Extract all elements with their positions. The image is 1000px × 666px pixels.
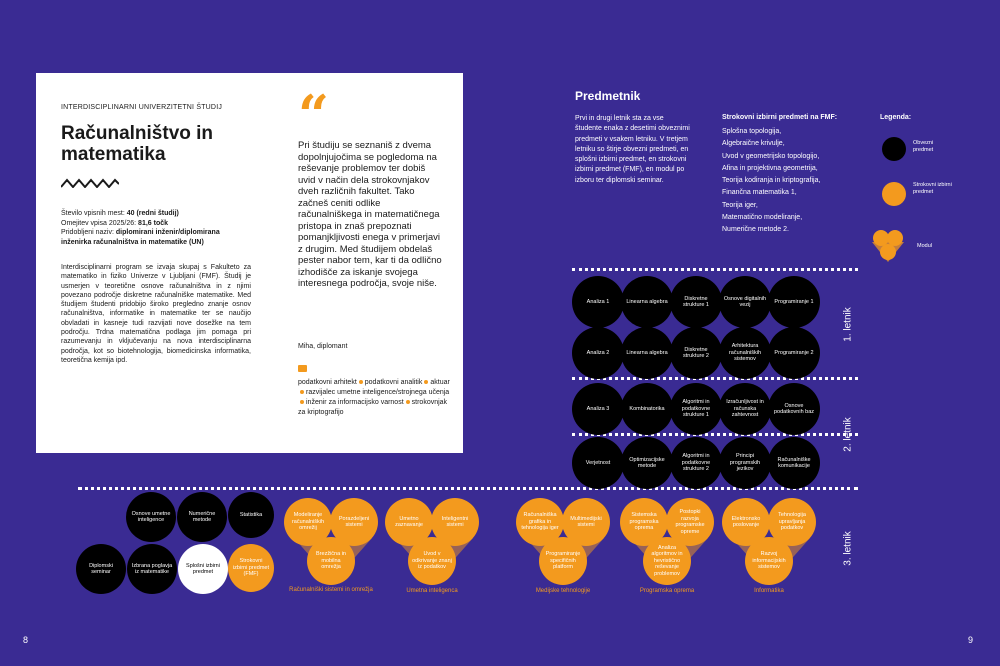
- course-circle: Računalniške komunikacije: [768, 437, 820, 489]
- legend-title: Legenda:: [880, 114, 912, 121]
- list-item: Finančna matematika 1,: [722, 189, 797, 197]
- course-circle: Algoritmi in podatkovne strukture 2: [670, 437, 722, 489]
- course-circle: Kombinatorika: [621, 383, 673, 435]
- module-title: Računalniški sistemi in omrežja: [289, 587, 373, 593]
- divider: [572, 433, 858, 436]
- course-circle: Numerične metode: [177, 492, 227, 542]
- zigzag-icon: [61, 178, 119, 188]
- course-circle: Analiza 1: [572, 276, 624, 328]
- module-course: Tehnologija upravljanja podatkov: [768, 498, 816, 546]
- course-circle: Diplomski seminar: [76, 544, 126, 594]
- program-card: [36, 73, 463, 453]
- legend-elective-icon: [882, 182, 906, 206]
- module-course: Umetno zaznavanje: [385, 498, 433, 546]
- page-number-left: 8: [23, 635, 29, 645]
- year-2-label: 2. letnik: [842, 417, 854, 452]
- quote-author: Miha, diplomant: [298, 343, 348, 350]
- module-course: Sistemska programska oprema: [620, 498, 668, 546]
- year-1-label: 1. letnik: [842, 307, 854, 342]
- course-circle: Osnove digitalnih vezij: [719, 276, 771, 328]
- divider: [572, 377, 858, 380]
- module-course: Računalniška grafika in tehnologija iger: [516, 498, 564, 546]
- course-circle: Splošni izbirni predmet: [178, 544, 228, 594]
- quote-icon: “: [298, 83, 330, 147]
- module-course: Elektronsko poslovanje: [722, 498, 770, 546]
- course-circle: Programiranje 1: [768, 276, 820, 328]
- course-circle: Principi programskih jezikov: [719, 437, 771, 489]
- module-course: Inteligentni sistemi: [431, 498, 479, 546]
- course-circle: Arhitektura računalniških sistemov: [719, 327, 771, 379]
- list-item: Teorija kodiranja in kriptografija,: [722, 177, 821, 185]
- list-item: Teorija iger,: [722, 201, 758, 209]
- program-title: Računalništvo in matematika: [61, 123, 214, 165]
- course-circle: Analiza 2: [572, 327, 624, 379]
- list-item: Matematično modeliranje,: [722, 214, 803, 222]
- course-circle: Programiranje 2: [768, 327, 820, 379]
- list-item: Splošna topologija,: [722, 128, 782, 135]
- testimonial-quote: Pri študiju se seznaniš z dvema dopolnjujočima se pogledoma na reševanje problemov ter dobiš uvid v način dela strokovnjakov dveh različnih fakultet. Tako začneš ceniti odlike računalniškega in matematičnega pristopa in znaš prepoznati pomanjkljivosti enega v primerjavi z drugim. Med študijem obdelaš pester nabor tem, kar ti da odlično izhodišče za iskanje svojega interesnega področja, svoje niše.: [298, 140, 442, 289]
- curriculum-title: Predmetnik: [575, 89, 641, 103]
- curriculum-intro: Prvi in drugi letnik sta za vse študente enaka z desetimi obveznimi predmeti v vsakem letniku. V tretjem letniku so štirje obvezni predmeti, en splošni izbirni predmet, en strokovni izbirni predmet (FMF), en modul po izboru ter diplomski seminar.: [575, 115, 690, 184]
- list-item: Afina in projektivna geometrija,: [722, 164, 818, 172]
- module-course: Brezžična in mobilna omrežja: [307, 537, 355, 585]
- course-circle: Osnove podatkovnih baz: [768, 383, 820, 435]
- course-circle: Statistika: [228, 492, 274, 538]
- module-course: Modeliranje računalniških omrežij: [284, 498, 332, 546]
- legend-module-icon: [868, 228, 908, 264]
- briefcase-icon: [298, 365, 307, 372]
- course-circle: Verjetnost: [572, 437, 624, 489]
- module-course: Uvod v odkrivanje znanj iz podatkov: [408, 537, 456, 585]
- module-course: Razvoj informacijskih sistemov: [745, 537, 793, 585]
- module-title: Medijske tehnologije: [535, 588, 591, 594]
- divider: [572, 268, 858, 271]
- program-description: Interdisciplinarni program se izvaja skupaj s Fakulteto za matematiko in fiziko Univerze v Ljubljani (FMF). Študij je usmerjen v teoretične osnove računalništva in z njimi povezano področje diskretne računalniške matematike. Med študijem študenti pridobijo široko pregledno znanje osnov računalništva, informatike in matematike ter se naučijo obvladati in kasneje tudi razvijati nove dosežke na tem področju. Trdna matematična podlaga jim pomaga pri razumevanju in vključevanju na nova interdisciplinarna področja, kot so biotehnologija, biomedicinska informatika, teoretična kemija ipd.: [61, 264, 251, 364]
- module-title: Umetna inteligenca: [406, 588, 458, 594]
- course-circle: Linearna algebra: [621, 276, 673, 328]
- legend-mandatory-label: Obvezni predmet: [913, 140, 934, 153]
- list-item: Uvod v geometrijsko topologijo,: [722, 152, 820, 160]
- legend-mandatory-icon: [882, 137, 906, 161]
- program-kicker: INTERDISCIPLINARNI UNIVERZITETNI ŠTUDIJ: [61, 104, 223, 111]
- career-list: podatkovni arhitekt podatkovni analitik aktuarrazvijalec umetne inteligence/strojnega učenjainženir za informacijsko varnost strokovnjak za kriptografijo: [298, 379, 450, 416]
- course-circle: Strokovni izbirni predmet (FMF): [228, 544, 274, 592]
- course-circle: Analiza 3: [572, 383, 624, 435]
- course-circle: Izbrana poglavja iz matematike: [127, 544, 177, 594]
- legend-elective-label: Strokovni izbirni predmet: [913, 182, 952, 195]
- electives-list: [722, 126, 820, 237]
- course-circle: Linearna algebra: [621, 327, 673, 379]
- year-3-label: 3. letnik: [842, 531, 854, 566]
- legend-module-label: Modul: [917, 243, 932, 249]
- module-title: Informatika: [754, 588, 784, 594]
- course-circle: Algoritmi in podatkovne strukture 1: [670, 383, 722, 435]
- module-course: Postopki razvoja programske opreme: [666, 498, 714, 546]
- module-course: Multimedijski sistemi: [562, 498, 610, 546]
- module-title: Programska oprema: [639, 588, 695, 594]
- module-course: Programiranje specifičnih platform: [539, 537, 587, 585]
- module-course: Analiza algoritmov in hevristično reševanje problemov: [643, 537, 691, 585]
- course-circle: Osnove umetne inteligence: [126, 492, 176, 542]
- list-item: Algebraične krivulje,: [722, 140, 785, 148]
- course-circle: Diskretne strukture 2: [670, 327, 722, 379]
- module-course: Porazdeljeni sistemi: [330, 498, 378, 546]
- page-number-right: 9: [968, 635, 974, 645]
- course-circle: Optimizacijske metode: [621, 437, 673, 489]
- list-item: Numerične metode 2.: [722, 226, 789, 234]
- course-circle: Izračunljivost in računska zahtevnost: [719, 383, 771, 435]
- program-facts: Število vpisnih mest: 40 (redni študij) Omejitev vpisa 2025/26: 81,6 točk Pridobljeni naziv: diplomirani inženir/diplomirana inženirka računalništva in matematike (UN): [61, 210, 220, 246]
- electives-title: Strokovni izbirni predmeti na FMF:: [722, 114, 838, 121]
- course-circle: Diskretne strukture 1: [670, 276, 722, 328]
